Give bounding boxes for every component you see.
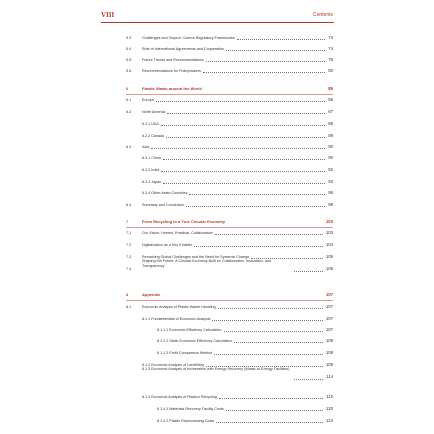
toc-page-number: 73 (328, 35, 333, 40)
toc-title: Future Trends and Recommendations (142, 58, 204, 62)
toc-title: Challenges and Gaps in Current Regulatory Frameworks (142, 36, 235, 40)
toc-leader (163, 159, 325, 160)
toc-number: 6 (126, 87, 129, 91)
toc-title: 8.1.1.2 Static Economic Efficiency Calculation (157, 339, 232, 343)
toc-title: Remaining Global Challenges and the Need for Systemic Change (142, 255, 250, 259)
toc-page-number: 74 (328, 46, 333, 51)
toc-entry[interactable] (126, 259, 333, 273)
toc-number: 6.3 (126, 145, 132, 149)
toc-entry[interactable] (126, 393, 333, 401)
toc-leader (206, 61, 325, 62)
toc-title: 6.3.2 India (142, 168, 160, 172)
toc-title: 8.1.4.2 Plastic Reprocessing Costs (157, 419, 215, 423)
toc-entry[interactable] (126, 120, 333, 128)
toc-entry[interactable] (126, 96, 333, 104)
toc-leader (294, 379, 323, 380)
toc-entry[interactable] (126, 241, 333, 249)
toc-chapter[interactable] (126, 218, 333, 226)
toc-leader (224, 331, 323, 332)
toc-entry[interactable] (126, 166, 333, 174)
toc-entry[interactable] (126, 303, 333, 311)
chapter-rule (126, 300, 333, 301)
toc-leader (151, 148, 325, 149)
toc-entry[interactable] (126, 67, 333, 75)
toc-title: Europe (142, 98, 154, 102)
toc-title: Plastic Waste around the World (142, 86, 202, 91)
toc-entry[interactable] (126, 367, 333, 381)
toc-leader (226, 410, 323, 411)
toc-leader (294, 271, 323, 272)
toc-page-number: 109 (325, 362, 333, 367)
toc-title: Recommendations for Policymakers (142, 69, 202, 73)
toc-page-number: 93 (328, 179, 333, 184)
toc-page-number: 95 (328, 190, 333, 195)
running-title: Contents (312, 12, 333, 18)
toc-title: 6.3.1 China (142, 156, 161, 160)
page-number: VIII (101, 11, 115, 19)
toc-title: 8.1.1.1 Economic Efficiency Calculation (157, 328, 222, 332)
toc-page-number: 92 (328, 167, 333, 172)
toc-leader (161, 125, 325, 126)
toc-title: 6.3.3 Japan (142, 180, 162, 184)
toc-title: Role of International Agreements and Cooperation (142, 47, 224, 51)
toc-page-number: 98 (328, 202, 333, 207)
toc-leader (219, 398, 323, 399)
toc-page-number: 104 (325, 242, 333, 247)
toc-number: 7.2 (126, 243, 132, 247)
toc-entry[interactable] (126, 405, 333, 413)
toc-leader (216, 422, 323, 423)
toc-title: 8.1.1 Fundamentals of Economic Analysis (142, 317, 211, 321)
toc-leader (167, 113, 325, 114)
toc-number: 7 (126, 220, 129, 224)
toc-entry[interactable] (126, 108, 333, 116)
toc-page-number: 75 (328, 57, 333, 62)
toc-entry[interactable] (126, 417, 333, 425)
toc-chapter[interactable] (126, 85, 333, 93)
toc-title: 8.1.4 Economic Analysis of Plastics Recycling (142, 395, 217, 399)
toc-entry[interactable] (126, 189, 333, 197)
toc-page-number: 90 (328, 155, 333, 160)
toc-leader (194, 246, 323, 247)
toc-entry[interactable] (126, 229, 333, 237)
toc-page-number: 114 (326, 374, 333, 379)
toc-number: 8.1 (126, 305, 132, 309)
toc-number: 7.3 (126, 255, 132, 259)
toc-leader (214, 354, 323, 355)
toc-leader (218, 308, 323, 309)
toc-entry[interactable] (126, 132, 333, 140)
toc-number: 6.2 (126, 110, 132, 114)
toc-entry[interactable] (126, 143, 333, 151)
toc-title: 6.3.4 Other Asian Countries (142, 191, 188, 195)
toc-page-number: 115 (326, 394, 333, 399)
chapter-rule (126, 227, 333, 228)
toc-entry[interactable] (126, 337, 333, 345)
toc-entry[interactable] (126, 56, 333, 64)
toc-page-number: 107 (325, 327, 333, 332)
toc-chapter[interactable] (126, 291, 333, 299)
toc-title: 6.2.1 USA (142, 122, 159, 126)
toc-number: 5.3 (126, 36, 132, 40)
toc-number: 8 (126, 293, 129, 297)
toc-leader (161, 171, 325, 172)
toc-title: Our Vision: Honest, Practical, Collaborative (142, 231, 213, 235)
toc-page-number: 107 (325, 316, 333, 321)
toc-title: 6.2.2 Canada (142, 134, 165, 138)
toc-page-number: 80 (328, 68, 333, 73)
toc-page-number: 106 (325, 266, 333, 271)
toc-leader (166, 137, 325, 138)
toc-page-number: 88 (328, 121, 333, 126)
toc-title: 8.1.3 Economic Analysis of Incineration with Energy Recovery (Waste-to-Energy Facilities) (142, 367, 290, 371)
toc-leader (189, 194, 325, 195)
toc-title: Asia (142, 145, 150, 149)
toc-page-number: 90 (328, 144, 333, 149)
toc-entry[interactable] (126, 349, 333, 357)
toc-entry[interactable] (126, 326, 333, 334)
toc-page-number: 124 (325, 418, 333, 423)
toc-leader (163, 183, 325, 184)
toc-page-number: 85 (328, 97, 333, 102)
toc-leader (156, 101, 325, 102)
toc-page-number: 120 (325, 406, 333, 411)
toc-title: Shaping the Future: A Circular Economy Built on Collaboration, Innovation, and Transparency (142, 259, 271, 268)
toc-entry[interactable] (126, 45, 333, 53)
toc-page-number: 107 (325, 292, 333, 297)
toc-number: 5.5 (126, 58, 132, 62)
toc-title: North America (142, 110, 166, 114)
toc-leader (234, 342, 323, 343)
toc-page-number: 108 (325, 350, 333, 355)
toc-title: 8.1.1.3 Profit Comparison Method (157, 351, 213, 355)
toc-leader (237, 39, 325, 40)
toc-entry[interactable] (126, 315, 333, 323)
toc-entry[interactable] (126, 178, 333, 186)
toc-leader (226, 50, 325, 51)
toc-title: From Recycling to a True Circular Economy (142, 219, 226, 224)
toc-page-number: 108 (325, 338, 333, 343)
toc-page-number: 87 (328, 109, 333, 114)
toc-number: 6.1 (126, 98, 132, 102)
toc-page-number: 103 (325, 219, 333, 224)
toc-number: 6.4 (126, 203, 132, 207)
toc-title: Summary and Conclusion (142, 203, 185, 207)
toc-leader (203, 72, 325, 73)
toc-title: Digitalization as a Key Enabler (142, 243, 193, 247)
toc-leader (186, 206, 325, 207)
toc-entry[interactable] (126, 34, 333, 42)
toc-page-number: 103 (325, 230, 333, 235)
toc-entry[interactable] (126, 201, 333, 209)
toc-leader (212, 320, 323, 321)
toc-number: 5.6 (126, 69, 132, 73)
toc-page-number: 85 (328, 86, 333, 91)
toc-title: 8.1.4.1 Materials Recovery Facility Costs (157, 407, 224, 411)
toc-entry[interactable] (126, 154, 333, 162)
toc-number: 7.1 (126, 231, 132, 235)
toc-page-number: 89 (328, 133, 333, 138)
toc-number: 7.4 (126, 267, 132, 271)
toc-page-number: 107 (325, 304, 333, 309)
toc-page-number: 105 (325, 254, 333, 259)
toc-number: 5.4 (126, 47, 132, 51)
toc-title: Economic Analysis of Plastic Waste Handling (142, 305, 216, 309)
toc-title: Appendix (142, 292, 161, 297)
chapter-rule (126, 94, 333, 95)
toc-leader (215, 234, 323, 235)
toc-title: 8.1.2 Economic Analysis of Landfilling (142, 363, 204, 367)
